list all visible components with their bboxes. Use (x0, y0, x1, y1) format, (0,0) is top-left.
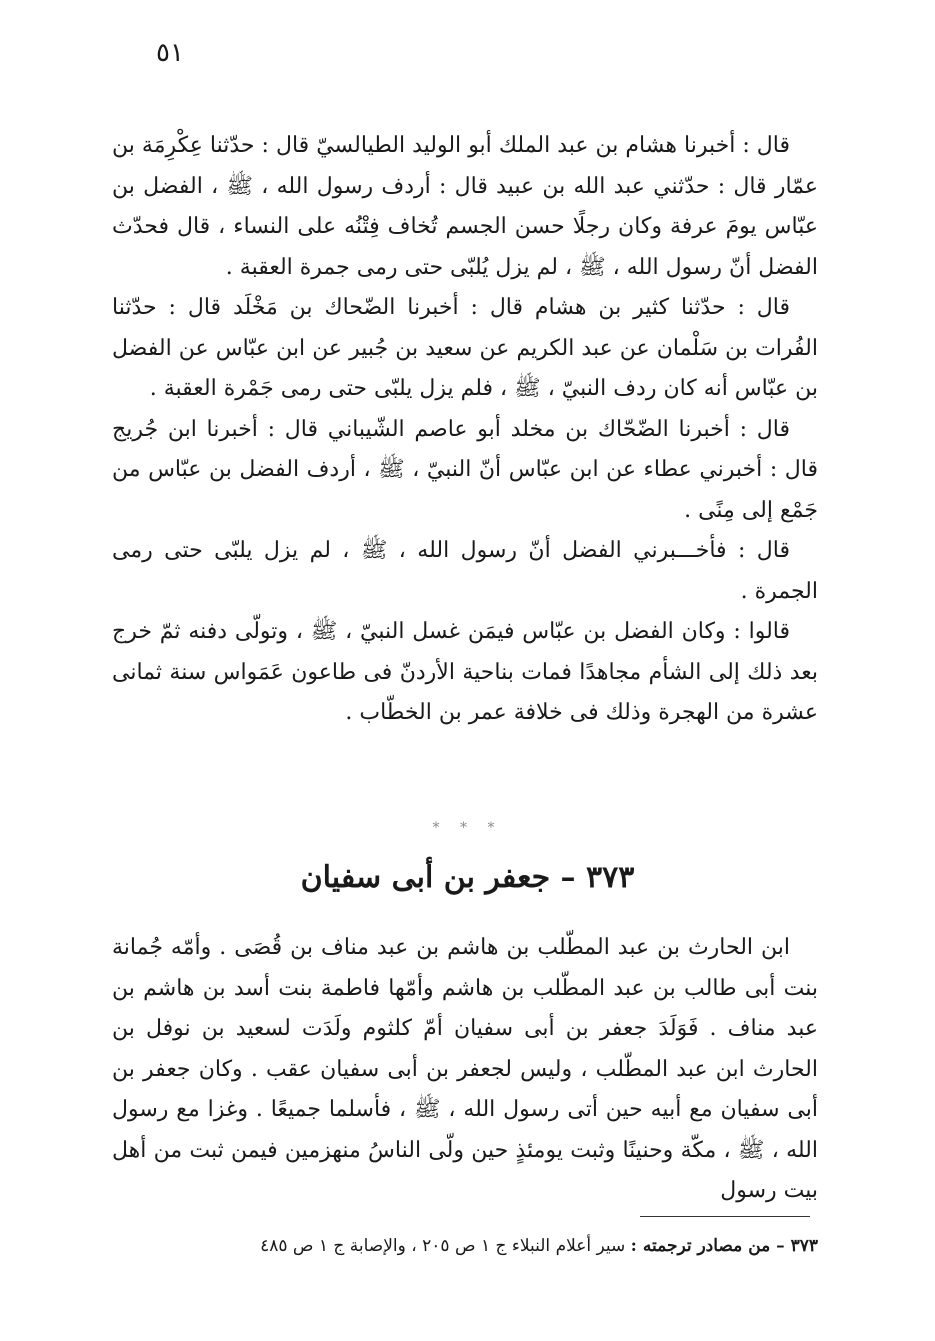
narration-paragraph: قال : حدّثنا كثير بن هشام قال : أخبرنا الضّحاك بن مَخْلَد قال : حدّثنا الفُرات بن سَلْمان عن عبد الكريم عن سعيد بن جُبير عن ابن عبّاس عن الفضل بن عبّاس أنه كان ردف النبيّ ، ﷺ ، فلم يزل يلبّى حتى رمى جَمْرة العقبة . (112, 295, 818, 401)
narration-paragraph: قال : أخبرنا الضّحّاك بن مخلد أبو عاصم الشّيباني قال : أخبرنا ابن جُريج قال : أخبرني عطاء عن ابن عبّاس أنّ النبيّ ، ﷺ ، أردف الفضل بن عبّاس من جَمْع إلى مِنًى . (112, 416, 818, 523)
section-divider: * * * (432, 820, 503, 836)
biography-block (112, 928, 818, 1212)
footnote (112, 1232, 818, 1260)
footnote-text: سير أعلام النبلاء ج ١ ص ٢٠٥ ، والإصابة ج ١ ص ٤٨٥ (260, 1236, 626, 1256)
biography-paragraph: ابن الحارث بن عبد المطّلب بن هاشم بن عبد مناف بن قُصَى . وأمّه جُمانة بنت أبى طالب بن عبد المطّلب بن هاشم وأمّها فاطمة بنت أسد بن هاشم بن عبد مناف . فَوَلَدَ جعفر بن أبى سفيان أمّ كلثوم ولَدَت لسعيد بن نوفل بن الحارث ابن عبد المطّلب ، وليس لجعفر بن أبى سفيان عقب . وكان جعفر بن أبى سفيان مع أبيه حين أتى رسول الله ، ﷺ ، فأسلما جميعًا . وغزا مع رسول الله ، ﷺ ، مكّة وحنينًا وثبت يومئذٍ حين ولّى الناسُ منهزمين فيمن ثبت من أهل بيت رسول (112, 935, 818, 1203)
footnote-rule (640, 1216, 810, 1217)
page-number: ٥١ (156, 38, 184, 68)
narration-paragraph: قال : فأخـــبرني الفضل أنّ رسول الله ، ﷺ ، لم يزل يلبّى حتى رمى الجمرة . (112, 538, 818, 604)
footnote-heading: ٣٧٣ – من مصادر ترجمته : (630, 1236, 818, 1256)
narration-block (112, 126, 818, 734)
section-heading: ٣٧٣ – جعفر بن أبى سفيان (300, 860, 635, 895)
narration-paragraph: قال : أخبرنا هشام بن عبد الملك أبو الوليد الطيالسيّ قال : حدّثنا عِكْرِمَة بن عمّار قال : حدّثني عبد الله بن عبيد قال : أردف رسول الله ، ﷺ ، الفضل بن عبّاس يومَ عرفة وكان رجلًا حسن الجسم تُخاف فِتْنُه على النساء ، قال فحدّث الفضل أنّ رسول الله ، ﷺ ، لم يزل يُلبّى حتى رمى جمرة العقبة . (112, 133, 818, 280)
narration-paragraph: قالوا : وكان الفضل بن عبّاس فيمَن غسل النبيّ ، ﷺ ، وتولّى دفنه ثمّ خرج بعد ذلك إلى الشأم مجاهدًا فمات بناحية الأردنّ فى طاعون عَمَواس سنة ثمانى عشرة من الهجرة وذلك فى خلافة عمر بن الخطّاب . (112, 619, 818, 725)
